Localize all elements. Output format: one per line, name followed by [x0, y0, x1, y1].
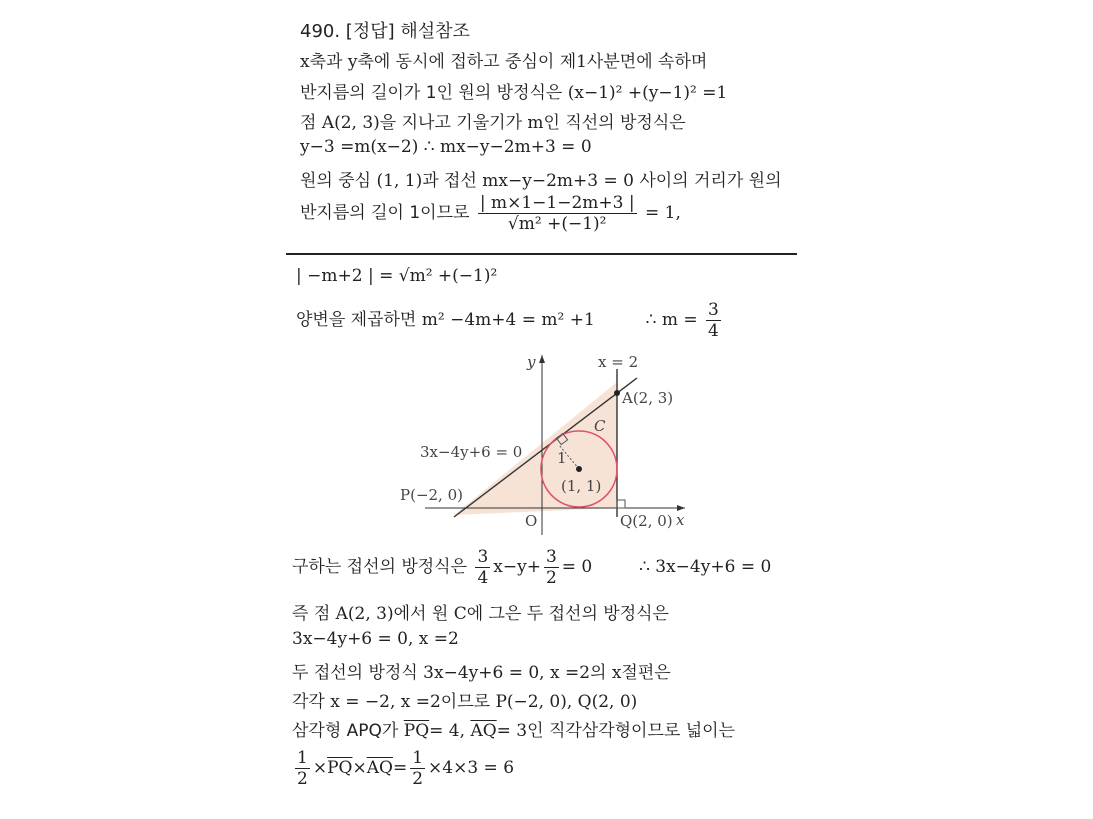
solution-line-6-tail: = 3인 직각삼각형이므로 넓이는 [496, 721, 735, 741]
radius-label: 1 [557, 449, 567, 467]
text-line-6 [300, 193, 681, 234]
point-q-label: Q(2, 0) [620, 512, 673, 530]
intercept-fraction [544, 547, 559, 588]
times-2: × [352, 758, 367, 778]
circle-c-label: C [594, 417, 606, 435]
m-result-label: ∴ m = [645, 310, 698, 330]
text-line-2 [300, 78, 727, 103]
distance-numerator: | m×1−1−2m+3 | [479, 193, 635, 213]
slope-denominator: 4 [477, 568, 489, 588]
solution-line-5: 각각 x = −2, x =2이므로 P(−2, 0), Q(2, 0) [292, 692, 638, 712]
solution-line-2: 즉 점 A(2, 3)에서 원 C에 그은 두 접선의 방정식은 [292, 604, 669, 624]
text-line-3: 점 A(2, 3)을 지나고 기울기가 m인 직선의 방정식은 [300, 113, 686, 133]
solution-line-1-text: 구하는 접선의 방정식은 [292, 557, 468, 577]
x-axis-label: x [676, 511, 685, 529]
segment-aq: $\overline{AQ}$ [470, 721, 497, 741]
intercept-numerator: 3 [545, 547, 557, 567]
segment-pq-value: = 4, [429, 721, 466, 741]
half-numerator-2: 1 [412, 748, 424, 768]
y-axis-label: y [527, 353, 536, 371]
solution-line-4: 두 접선의 방정식 3x−4y+6 = 0, x =2의 x절편은 [292, 663, 671, 683]
tangent-eq: = 0 [561, 557, 593, 577]
tangent-mid: x−y+ [493, 557, 541, 577]
text-line-1: x축과 y축에 동시에 접하고 중심이 제1사분면에 속하며 [300, 52, 708, 72]
point-a [614, 390, 620, 396]
m-result-numerator: 3 [708, 300, 719, 320]
text-line-6-text: 반지름의 길이 1이므로 [300, 203, 470, 223]
right-angle-marker-q [617, 500, 625, 508]
text-line-8 [296, 300, 724, 341]
geometry-diagram [380, 345, 700, 535]
area-result: ×4×3 = 6 [428, 758, 515, 778]
point-p-label: P(−2, 0) [400, 486, 463, 504]
distance-denominator: √m² +(−1)² [507, 214, 607, 234]
m-result-fraction [706, 300, 721, 341]
text-line-2-text: 반지름의 길이가 1인 원의 방정식은 [300, 83, 563, 103]
text-line-8-text: 양변을 제곱하면 [296, 310, 417, 330]
line-equation: y−3 =m(x−2) ∴ mx−y−2m+3 = 0 [300, 137, 592, 157]
distance-fraction [478, 193, 637, 234]
solution-line-3: 3x−4y+6 = 0, x =2 [292, 629, 459, 649]
distance-tail: = 1, [644, 203, 681, 223]
solution-line-1 [292, 547, 771, 588]
circle-center-point [576, 466, 582, 472]
half-denominator: 2 [297, 769, 308, 789]
problem-header: 490. [정답] 해설참조 [300, 21, 470, 42]
half-numerator: 1 [297, 748, 308, 768]
half-denominator-2: 2 [412, 769, 424, 789]
text-line-5: 원의 중심 (1, 1)과 접선 mx−y−2m+3 = 0 사이의 거리가 원의 [300, 171, 782, 191]
half-fraction-2 [410, 748, 425, 789]
point-a-label: A(2, 3) [622, 389, 674, 407]
m-result-denominator: 4 [708, 321, 719, 341]
solution-line-6 [292, 716, 735, 741]
x-equals-2-label: x = 2 [598, 353, 639, 371]
y-axis-arrow-icon [539, 355, 545, 363]
center-label: (1, 1) [561, 477, 602, 495]
intercept-denominator: 2 [545, 568, 557, 588]
abs-equation: | −m+2 | = √m² +(−1)² [296, 266, 498, 286]
circle-equation: (x−1)² +(y−1)² =1 [567, 83, 728, 103]
area-equals: = [392, 758, 408, 778]
origin-label: O [525, 512, 538, 530]
slope-numerator: 3 [477, 547, 489, 567]
half-fraction [295, 748, 310, 789]
solution-line-6-text: 삼각형 APQ가 [292, 721, 399, 741]
area-equation [292, 748, 514, 789]
tangent-result: ∴ 3x−4y+6 = 0 [639, 557, 772, 577]
tangent-line-label: 3x−4y+6 = 0 [420, 443, 523, 461]
area-segment-pq: $\overline{PQ}$ [327, 758, 353, 778]
squared-equation: m² −4m+4 = m² +1 [421, 310, 595, 330]
slope-fraction [475, 547, 490, 588]
times-1: × [312, 758, 328, 778]
segment-pq: $\overline{PQ}$ [403, 721, 430, 741]
area-segment-aq: $\overline{AQ}$ [366, 758, 393, 778]
section-divider [286, 253, 797, 255]
